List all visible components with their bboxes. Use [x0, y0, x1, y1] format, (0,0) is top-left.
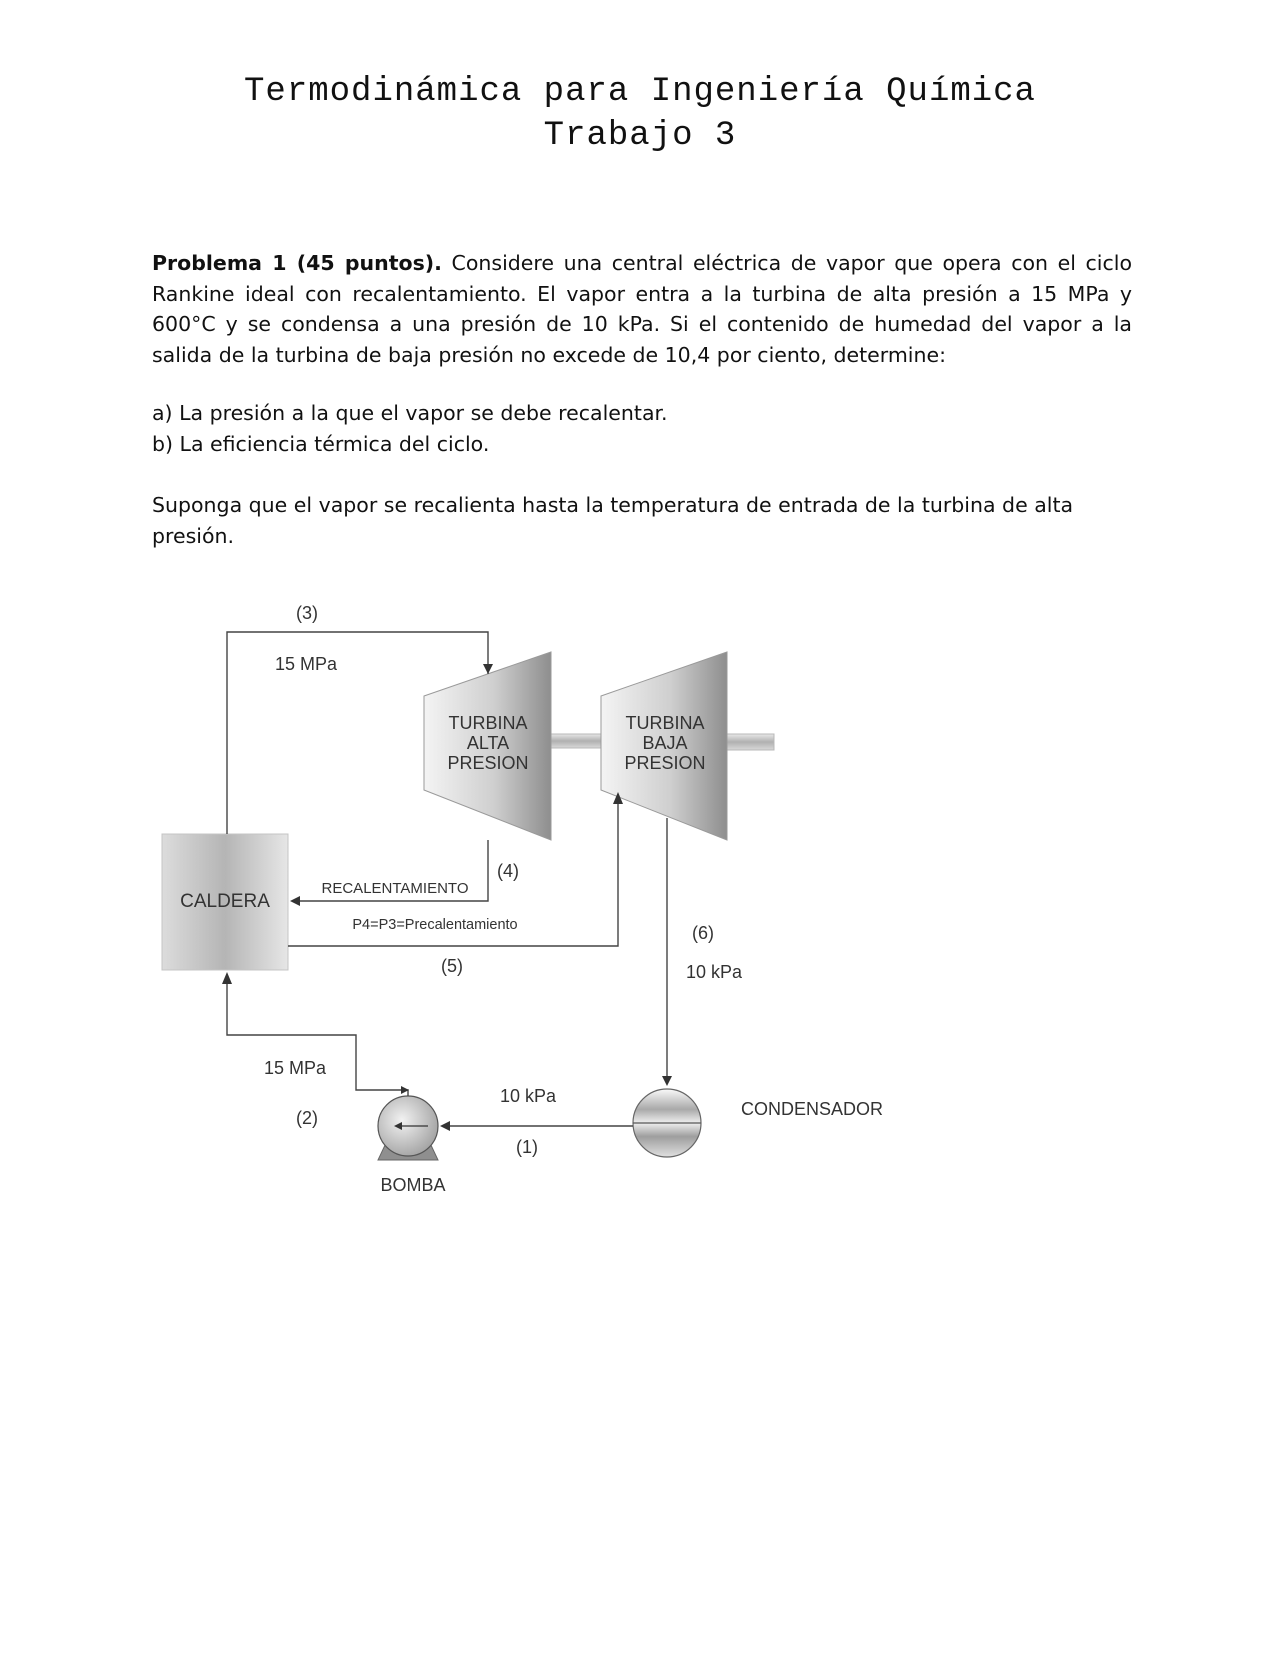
boiler-label: CALDERA: [180, 891, 270, 912]
arrow-pump-inlet: [440, 1121, 450, 1131]
turbine-lp-label-1: TURBINA: [625, 713, 705, 733]
reheat-label: RECALENTAMIENTO: [321, 880, 469, 897]
state-5-label: (5): [441, 956, 463, 976]
reheat-note-label: P4=P3=Precalentamiento: [352, 917, 518, 933]
arrow-condenser-inlet: [662, 1076, 672, 1086]
pressure-lp-out-label: 10 kPa: [685, 962, 743, 982]
arrow-boiler-inlet: [222, 972, 232, 984]
state-2-label: (2): [296, 1108, 318, 1128]
turbine-lp-label-2: BAJA: [642, 733, 688, 753]
line-state-2: [227, 980, 408, 1096]
state-6-label: (6): [692, 923, 714, 943]
condenser-label: CONDENSADOR: [740, 1099, 884, 1119]
shaft-hp-lp: [550, 734, 602, 748]
arrow-reheat: [290, 896, 300, 906]
state-3-label: (3): [296, 603, 318, 623]
state-4-label: (4): [497, 861, 519, 881]
question-b: b) La eficiencia térmica del ciclo.: [152, 431, 490, 456]
title-line-1: Termodinámica para Ingeniería Química: [244, 73, 1036, 111]
turbine-hp-label-1: TURBINA: [448, 713, 528, 733]
turbine-lp-label-3: PRESION: [624, 753, 706, 773]
shaft-lp-out: [724, 734, 774, 750]
assumption: Suponga que el vapor se recalienta hasta la temperatura de entrada de la turbina de alta presión.: [152, 493, 1074, 548]
turbine-hp-label-2: ALTA: [466, 733, 510, 753]
turbine-hp-label-3: PRESION: [447, 753, 529, 773]
question-a: a) La presión a la que el vapor se debe recalentar.: [152, 401, 668, 425]
problem-label: Problema 1 (45 puntos).: [152, 251, 442, 275]
pressure-top-label: 15 MPa: [274, 654, 338, 674]
pressure-cond-out-label: 10 kPa: [499, 1086, 557, 1106]
pressure-pump-out-label: 15 MPa: [263, 1058, 327, 1078]
problem-text: Considere una central eléctrica de vapor que opera con el ciclo Rankine ideal con recalentamiento. El vapor entra a la turbina de alta presión a 15 MPa y 600°C y se condensa a una presión de 10 kPa. Si el contenido de humedad del vapor a la salida de la turbina de baja presión no excede de 10,4 por ciento, determine:: [152, 251, 1132, 367]
pump-label: BOMBA: [380, 1175, 446, 1195]
state-1-label: (1): [516, 1137, 538, 1157]
title-line-2: Trabajo 3: [543, 117, 737, 155]
